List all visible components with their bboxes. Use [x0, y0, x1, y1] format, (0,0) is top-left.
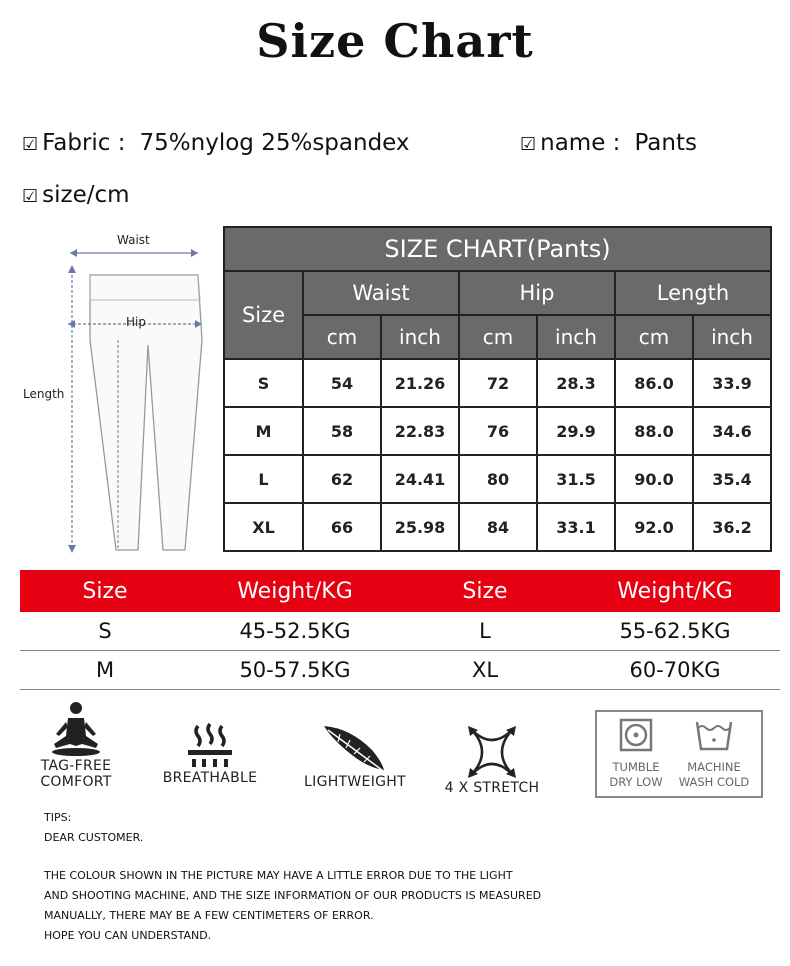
- meditation-icon: [46, 700, 106, 758]
- size-chart-title: SIZE CHART(Pants): [224, 227, 771, 271]
- name-value: Pants: [634, 130, 697, 156]
- table-cell: L: [479, 619, 491, 643]
- fabric-info: [22, 130, 410, 156]
- tips-greeting: DEAR CUSTOMER.: [44, 831, 144, 844]
- unit-header: cm: [459, 315, 537, 359]
- table-cell: L: [224, 455, 303, 503]
- table-cell: 21.26: [381, 359, 459, 407]
- table-cell: 22.83: [381, 407, 459, 455]
- hip-group-header: Hip: [459, 271, 615, 315]
- feature-tag-free: [30, 700, 122, 790]
- table-cell: 84: [459, 503, 537, 551]
- table-cell: 31.5: [537, 455, 615, 503]
- care-label: TUMBLE: [612, 760, 660, 774]
- name-label: name :: [540, 130, 621, 156]
- table-cell: 80: [459, 455, 537, 503]
- fabric-label: Fabric :: [42, 130, 126, 156]
- table-cell: 36.2: [693, 503, 771, 551]
- table-cell: 35.4: [693, 455, 771, 503]
- table-cell: 90.0: [615, 455, 693, 503]
- tips-line: AND SHOOTING MACHINE, AND THE SIZE INFORMATION OF OUR PRODUCTS IS MEASURED: [44, 889, 542, 902]
- page-title: Size Chart: [256, 14, 534, 68]
- table-row: [224, 359, 771, 407]
- stretch-arrows-icon: [462, 724, 522, 780]
- checkbox-icon: ☑: [22, 134, 39, 155]
- table-cell: 58: [303, 407, 381, 455]
- tips-line: HOPE YOU CAN UNDERSTAND.: [44, 929, 212, 942]
- size-chart-table: [223, 226, 772, 552]
- feature-stretch: [440, 724, 544, 796]
- feature-label: LIGHTWEIGHT: [304, 774, 406, 790]
- feature-label: BREATHABLE: [162, 770, 258, 786]
- feature-label: 4 X STRETCH: [444, 780, 540, 796]
- table-cell: XL: [224, 503, 303, 551]
- weight-header-cell: Weight/KG: [617, 578, 733, 604]
- unit-header: cm: [303, 315, 381, 359]
- table-cell: 86.0: [615, 359, 693, 407]
- table-row: [20, 612, 780, 651]
- table-row: [20, 651, 780, 690]
- size-unit-label: size/cm: [42, 182, 130, 208]
- table-cell: S: [224, 359, 303, 407]
- table-cell: 50-57.5KG: [239, 658, 351, 682]
- table-cell: 34.6: [693, 407, 771, 455]
- waist-label: Waist: [117, 233, 150, 247]
- table-cell: 33.9: [693, 359, 771, 407]
- breathable-icon: [180, 722, 240, 770]
- length-label: Length: [23, 387, 65, 401]
- table-cell: 92.0: [615, 503, 693, 551]
- table-cell: 62: [303, 455, 381, 503]
- care-tumble-dry: [603, 716, 669, 790]
- table-cell: 76: [459, 407, 537, 455]
- table-cell: 88.0: [615, 407, 693, 455]
- weight-header-cell: Size: [82, 578, 128, 604]
- table-row: [224, 455, 771, 503]
- weight-table-header: [20, 570, 780, 612]
- care-label: WASH COLD: [678, 775, 750, 789]
- feature-label: COMFORT: [40, 774, 112, 790]
- length-group-header: Length: [615, 271, 771, 315]
- table-row: [224, 503, 771, 551]
- fabric-value: 75%nylog 25%spandex: [139, 130, 410, 156]
- unit-header: inch: [537, 315, 615, 359]
- hip-label: Hip: [126, 315, 146, 329]
- table-cell: 54: [303, 359, 381, 407]
- table-row: [224, 407, 771, 455]
- table-cell: M: [95, 658, 115, 682]
- weight-table: [20, 570, 780, 690]
- table-cell: 45-52.5KG: [239, 619, 351, 643]
- weight-header-cell: Size: [462, 578, 508, 604]
- table-cell: 33.1: [537, 503, 615, 551]
- checkbox-icon: ☑: [520, 134, 537, 155]
- table-cell: 60-70KG: [629, 658, 721, 682]
- table-cell: 28.3: [537, 359, 615, 407]
- tips-line: MANUALLY, THERE MAY BE A FEW CENTIMETERS OF ERROR.: [44, 909, 374, 922]
- unit-header: inch: [693, 315, 771, 359]
- unit-header: cm: [615, 315, 693, 359]
- care-label: DRY LOW: [609, 775, 663, 789]
- tips-section: [44, 808, 541, 946]
- feature-label: TAG-FREE: [40, 758, 112, 774]
- feature-breathable: [155, 722, 265, 786]
- checkbox-icon: ☑: [22, 186, 39, 207]
- unit-header: inch: [381, 315, 459, 359]
- table-cell: 29.9: [537, 407, 615, 455]
- table-cell: 55-62.5KG: [619, 619, 731, 643]
- pants-figure: [20, 225, 220, 565]
- weight-header-cell: Weight/KG: [237, 578, 353, 604]
- feather-icon: [320, 722, 390, 774]
- name-info: [520, 130, 697, 156]
- table-cell: S: [98, 619, 112, 643]
- table-cell: 66: [303, 503, 381, 551]
- tips-heading: TIPS:: [44, 811, 72, 824]
- table-cell: 72: [459, 359, 537, 407]
- table-cell: 25.98: [381, 503, 459, 551]
- care-label: MACHINE: [687, 760, 741, 774]
- machine-wash-icon: [694, 716, 734, 756]
- table-cell: 24.41: [381, 455, 459, 503]
- size-column-header: Size: [224, 271, 303, 359]
- waist-group-header: Waist: [303, 271, 459, 315]
- feature-lightweight: [296, 722, 414, 790]
- size-unit-info: [22, 182, 130, 208]
- table-cell: M: [224, 407, 303, 455]
- tips-line: THE COLOUR SHOWN IN THE PICTURE MAY HAVE A LITTLE ERROR DUE TO THE LIGHT: [44, 869, 513, 882]
- care-machine-wash: [673, 716, 755, 790]
- table-cell: XL: [471, 658, 499, 682]
- tumble-dry-icon: [616, 716, 656, 756]
